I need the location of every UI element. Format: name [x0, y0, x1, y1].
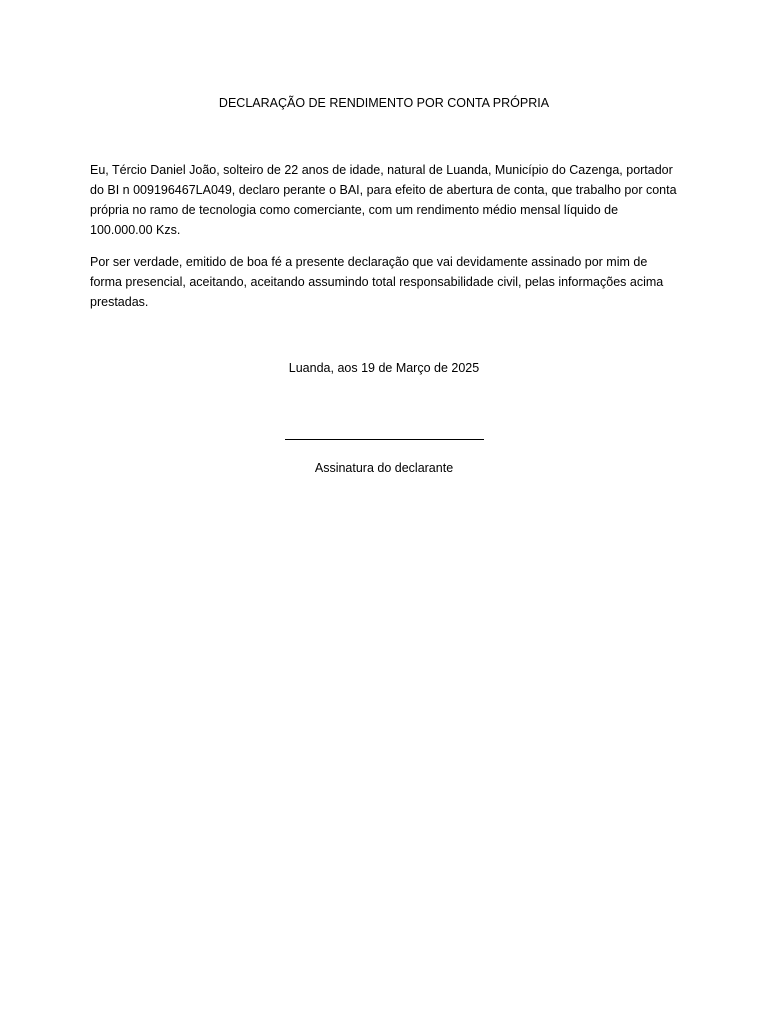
declaration-paragraph: Eu, Tércio Daniel João, solteiro de 22 anos de idade, natural de Luanda, Município do Cazenga, portador do BI n 009196467LA049, declaro perante o BAI, para efeito de abertura de conta, que trabalho por conta própria no ramo de tecnologia como comerciante, com um rendimento médio mensal líquido de 100.000.00 Kzs. — [90, 163, 677, 237]
signature-line — [285, 439, 484, 440]
signature-label: Assinatura do declarante — [314, 461, 454, 475]
truth-statement-paragraph: Por ser verdade, emitido de boa fé a presente declaração que vai devidamente assinado por mim de forma presencial, aceitando, aceitando assumindo total responsabilidade civil, pelas informações acima prestadas. — [90, 255, 664, 309]
date-line: Luanda, aos 19 de Março de 2025 — [288, 361, 480, 375]
document-title: DECLARAÇÃO DE RENDIMENTO POR CONTA PRÓPRIA — [218, 96, 550, 110]
